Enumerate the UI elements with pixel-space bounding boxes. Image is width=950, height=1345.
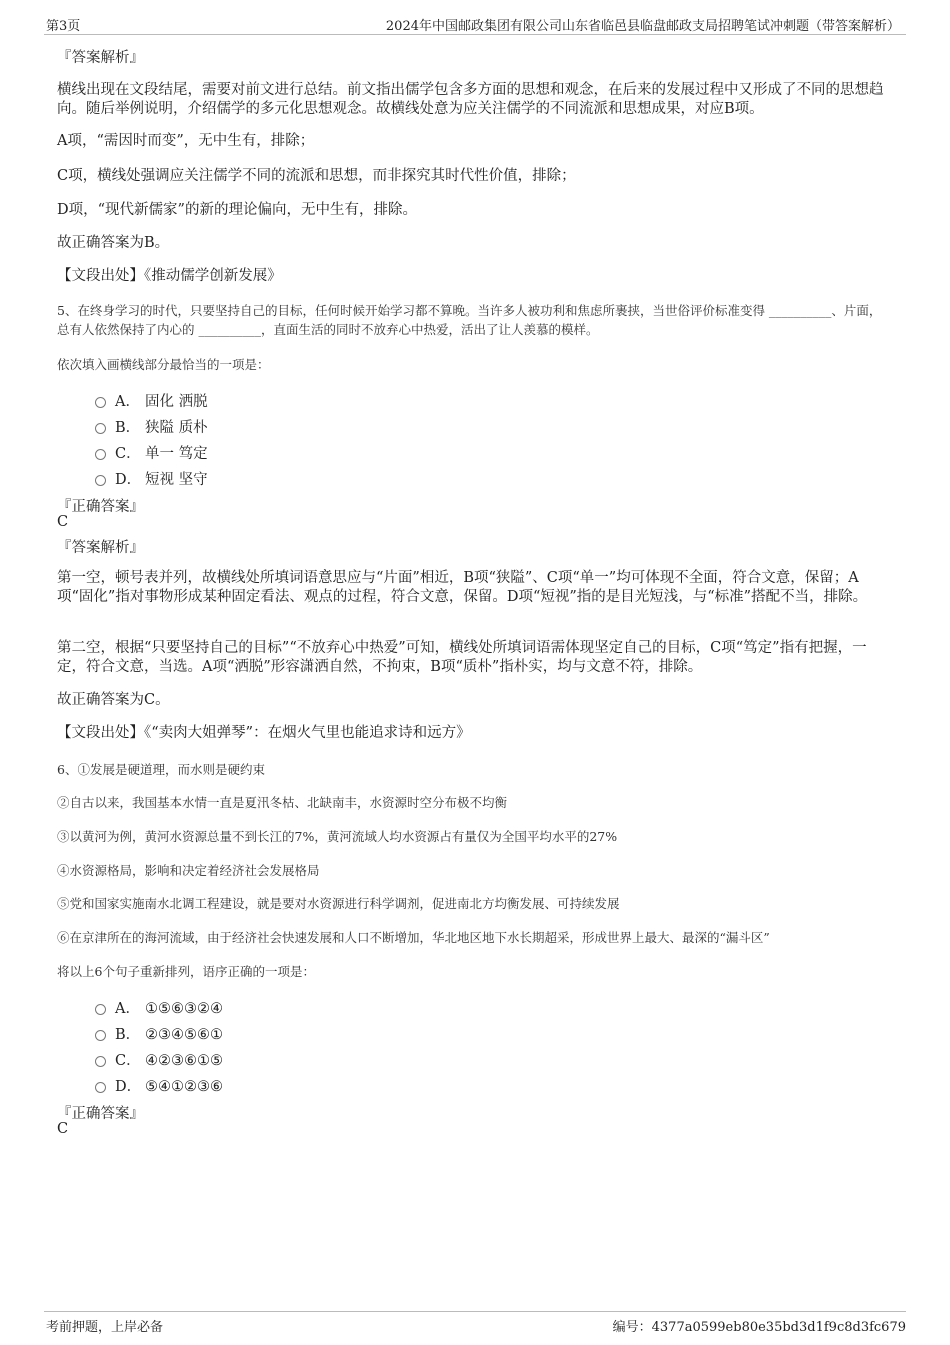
- q5-stem: 5、在终身学习的时代，只要坚持自己的目标，任何时候开始学习都不算晚。当许多人被功利和焦虑所裹挟，当世俗评价标准变得 __________、片面，总有人依然保持了内心的 __________，直面生活的同时不放弃心中热爱，活出了让人羡慕的模样。: [57, 303, 882, 337]
- q6-option-c[interactable]: C． ④②③⑥①⑤: [95, 1049, 223, 1070]
- q5-option-c[interactable]: C． 单一 笃定: [95, 442, 208, 463]
- q5-analysis-p3: 故正确答案为C。: [57, 692, 170, 708]
- q6-answer-label: 『正确答案』: [57, 1106, 144, 1122]
- q4-analysis-p1: 横线出现在文段结尾，需要对前文进行总结。前文指出儒学包含多方面的思想和观念，在后来的发展过程中又形成了不同的思想趋向。随后举例说明，介绍儒学的多元化思想观念。故横线处意为应关注儒学的不同流派和思想成果，对应B项。: [57, 82, 884, 117]
- radio-icon[interactable]: [95, 475, 106, 486]
- q4-source: 【文段出处】《推动儒学创新发展》: [57, 268, 282, 284]
- radio-icon[interactable]: [95, 1082, 106, 1093]
- q5-answer-label: 『正确答案』: [57, 499, 144, 515]
- q4-analysis-p2: A项，“需因时而变”，无中生有，排除；: [57, 133, 315, 149]
- q6-sentence-5: ⑤党和国家实施南水北调工程建设，就是要对水资源进行科学调剂，促进南北方均衡发展、可持续发展: [57, 896, 620, 911]
- q5-analysis-label: 『答案解析』: [57, 540, 144, 556]
- footer-slogan: 考前押题，上岸必备: [46, 1320, 164, 1335]
- q5-option-a[interactable]: A． 固化 洒脱: [95, 390, 208, 411]
- q6-answer: C: [57, 1121, 69, 1137]
- q6-option-a[interactable]: A． ①⑤⑥③②④: [95, 997, 223, 1018]
- page-footer: [44, 1311, 906, 1336]
- q6-sentence-1: 6、①发展是硬道理，而水则是硬约束: [57, 762, 265, 777]
- q5-answer: C: [57, 514, 69, 530]
- radio-icon[interactable]: [95, 449, 106, 460]
- document-title: 2024年中国邮政集团有限公司山东省临邑县临盘邮政支局招聘笔试冲刺题（带答案解析）: [385, 19, 900, 34]
- radio-icon[interactable]: [95, 423, 106, 434]
- q5-analysis-p1: 第一空，顿号表并列，故横线处所填词语意思应与“片面”相近，B项“狭隘”、C项“单一”均可体现不全面，符合文意，保留；A项“固化”指对事物形成某种固定看法、观点的过程，符合文意，保留。D项“短视”指的是目光短浅，与“标准”搭配不当，排除。: [57, 570, 868, 605]
- q6-sentence-4: ④水资源格局，影响和决定着经济社会发展格局: [57, 863, 320, 878]
- q6-prompt: 将以上6个句子重新排列，语序正确的一项是：: [57, 964, 315, 979]
- q4-analysis-p3: C项，横线处强调应关注儒学不同的流派和思想，而非探究其时代性价值，排除；: [57, 168, 576, 184]
- radio-icon[interactable]: [95, 1056, 106, 1067]
- page-number: 第3页: [46, 19, 81, 34]
- q6-option-b[interactable]: B． ②③④⑤⑥①: [95, 1023, 223, 1044]
- q5-analysis-p2: 第二空，根据“只要坚持自己的目标”“不放弃心中热爱”可知，横线处所填词语需体现坚定自己的目标，C项“笃定”指有把握，一定，符合文意，当选。A项“洒脱”形容潇洒自然，不拘束，B项“质朴”指朴实，均与文意不符，排除。: [57, 640, 867, 675]
- q4-analysis-p5: 故正确答案为B。: [57, 235, 170, 251]
- q4-analysis-p4: D项，“现代新儒家”的新的理论偏向，无中生有，排除。: [57, 202, 417, 218]
- radio-icon[interactable]: [95, 397, 106, 408]
- q5-prompt: 依次填入画横线部分最恰当的一项是：: [57, 357, 270, 372]
- q5-source: 【文段出处】《“卖肉大姐弹琴”：在烟火气里也能追求诗和远方》: [57, 725, 471, 741]
- q6-sentence-2: ②自古以来，我国基本水情一直是夏汛冬枯、北缺南丰，水资源时空分布极不均衡: [57, 795, 508, 810]
- q5-option-b[interactable]: B． 狭隘 质朴: [95, 416, 208, 437]
- page-header: [44, 12, 906, 35]
- q6-sentence-3: ③以黄河为例，黄河水资源总量不到长江的7%，黄河流域人均水资源占有量仅为全国平均水平的27%: [57, 829, 618, 844]
- radio-icon[interactable]: [95, 1030, 106, 1041]
- document-id: 编号：4377a0599eb80e35bd3d1f9c8d3fc679: [612, 1320, 906, 1335]
- q6-option-d[interactable]: D． ⑤④①②③⑥: [95, 1075, 223, 1096]
- q6-sentence-6: ⑥在京津所在的海河流域，由于经济社会快速发展和人口不断增加，华北地区地下水长期超采，形成世界上最大、最深的“漏斗区”: [57, 930, 770, 945]
- q5-option-d[interactable]: D． 短视 坚守: [95, 468, 208, 489]
- q4-analysis-label: 『答案解析』: [57, 50, 144, 66]
- radio-icon[interactable]: [95, 1004, 106, 1015]
